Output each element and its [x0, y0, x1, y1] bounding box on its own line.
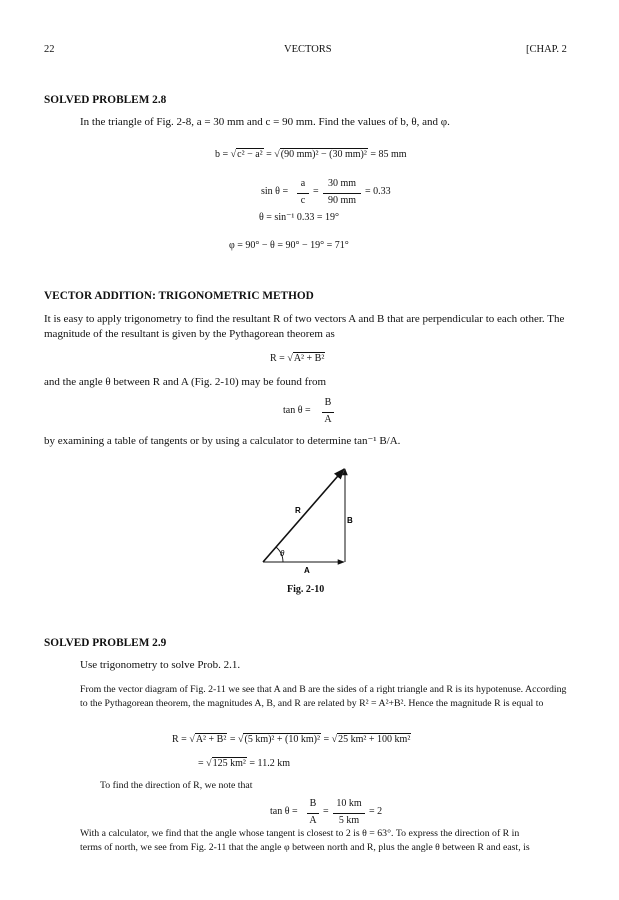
vector-addition-heading: VECTOR ADDITION: TRIGONOMETRIC METHOD — [44, 290, 314, 302]
tan2-label: tan θ = — [270, 806, 298, 817]
problem-2-9-paragraph-3-line-1: With a calculator, we find that the angle whose tangent is closest to 2 is θ = 63°. To express the direction of R in — [80, 828, 520, 839]
sin-denominator-2: 90 mm — [327, 195, 357, 206]
tan2-equals: = — [323, 806, 329, 817]
sin-result: = 0.33 — [365, 186, 391, 197]
fraction-bar — [333, 813, 365, 814]
problem-2-8-heading: SOLVED PROBLEM 2.8 — [44, 94, 167, 106]
sin-numerator-1: a — [300, 178, 306, 189]
vector-addition-paragraph-1: It is easy to apply trigonometry to find the resultant R of two vectors A and B that are perpendicular to each other. The magnitude of the resultant is given by the Pythagorean theorem as — [44, 313, 565, 340]
tan-numerator: B — [324, 397, 332, 408]
problem-2-8-statement: In the triangle of Fig. 2-8, a = 30 mm and c = 90 mm. Find the values of b, θ, and φ. — [80, 116, 450, 128]
fraction-bar — [307, 813, 319, 814]
sin-denominator-1: c — [300, 195, 306, 206]
chapter-label: [CHAP. 2 — [526, 44, 567, 55]
fraction-bar — [297, 193, 309, 194]
vector-r-arrow — [263, 469, 344, 562]
equation-b: b = √c² − a² = √(90 mm)² − (30 mm)² = 85 mm — [215, 149, 407, 160]
sin-label: sin θ = — [261, 186, 289, 197]
tan-denominator: A — [324, 414, 332, 425]
tan2-result: = 2 — [369, 806, 383, 817]
equation-phi: φ = 90° − θ = 90° − 19° = 71° — [229, 240, 349, 251]
running-title: VECTORS — [284, 44, 332, 55]
problem-2-9-heading: SOLVED PROBLEM 2.9 — [44, 637, 167, 649]
equation-r-result: = √125 km² = 11.2 km — [198, 758, 290, 769]
label-r: R — [295, 506, 301, 515]
label-a: A — [304, 566, 310, 574]
equation-r-magnitude: R = √A² + B² = √(5 km)² + (10 km)² = √25 km² + 100 km² — [172, 734, 411, 745]
equation-resultant: R = √A² + B² — [270, 353, 325, 364]
label-theta: θ — [280, 549, 285, 558]
page-number: 22 — [44, 44, 55, 55]
label-b: B — [347, 516, 353, 525]
tan2-denominator-2: 5 km — [338, 815, 360, 826]
problem-2-9-statement: Use trigonometry to solve Prob. 2.1. — [80, 659, 241, 671]
tan2-numerator-2: 10 km — [336, 798, 362, 809]
vector-triangle-figure — [255, 462, 365, 574]
figure-caption: Fig. 2-10 — [287, 584, 325, 595]
problem-2-9-paragraph-2: To find the direction of R, we note that — [100, 780, 253, 791]
vector-addition-paragraph-2: and the angle θ between R and A (Fig. 2-10) may be found from — [44, 376, 327, 388]
sin-numerator-2: 30 mm — [327, 178, 357, 189]
vector-addition-paragraph-3: by examining a table of tangents or by using a calculator to determine tan⁻¹ B/A. — [44, 435, 401, 447]
tan-label: tan θ = — [283, 405, 311, 416]
tan2-numerator-1: B — [309, 798, 317, 809]
sin-equals: = — [313, 186, 319, 197]
fraction-bar — [322, 412, 334, 413]
problem-2-9-paragraph-1: From the vector diagram of Fig. 2-11 we see that A and B are the sides of a right triangle and R is its hypotenuse. According to the Pythagorean theorem, the magnitudes A, B, and R are related by R² = A²+B². Hence the magnitude R is equal to — [80, 684, 567, 709]
tan2-denominator-1: A — [309, 815, 317, 826]
problem-2-9-paragraph-3-line-2: terms of north, we see from Fig. 2-11 that the angle φ between north and R, plus the angle θ between R and east, is — [80, 842, 530, 853]
equation-theta: θ = sin⁻¹ 0.33 = 19° — [259, 212, 340, 223]
fraction-bar — [323, 193, 361, 194]
